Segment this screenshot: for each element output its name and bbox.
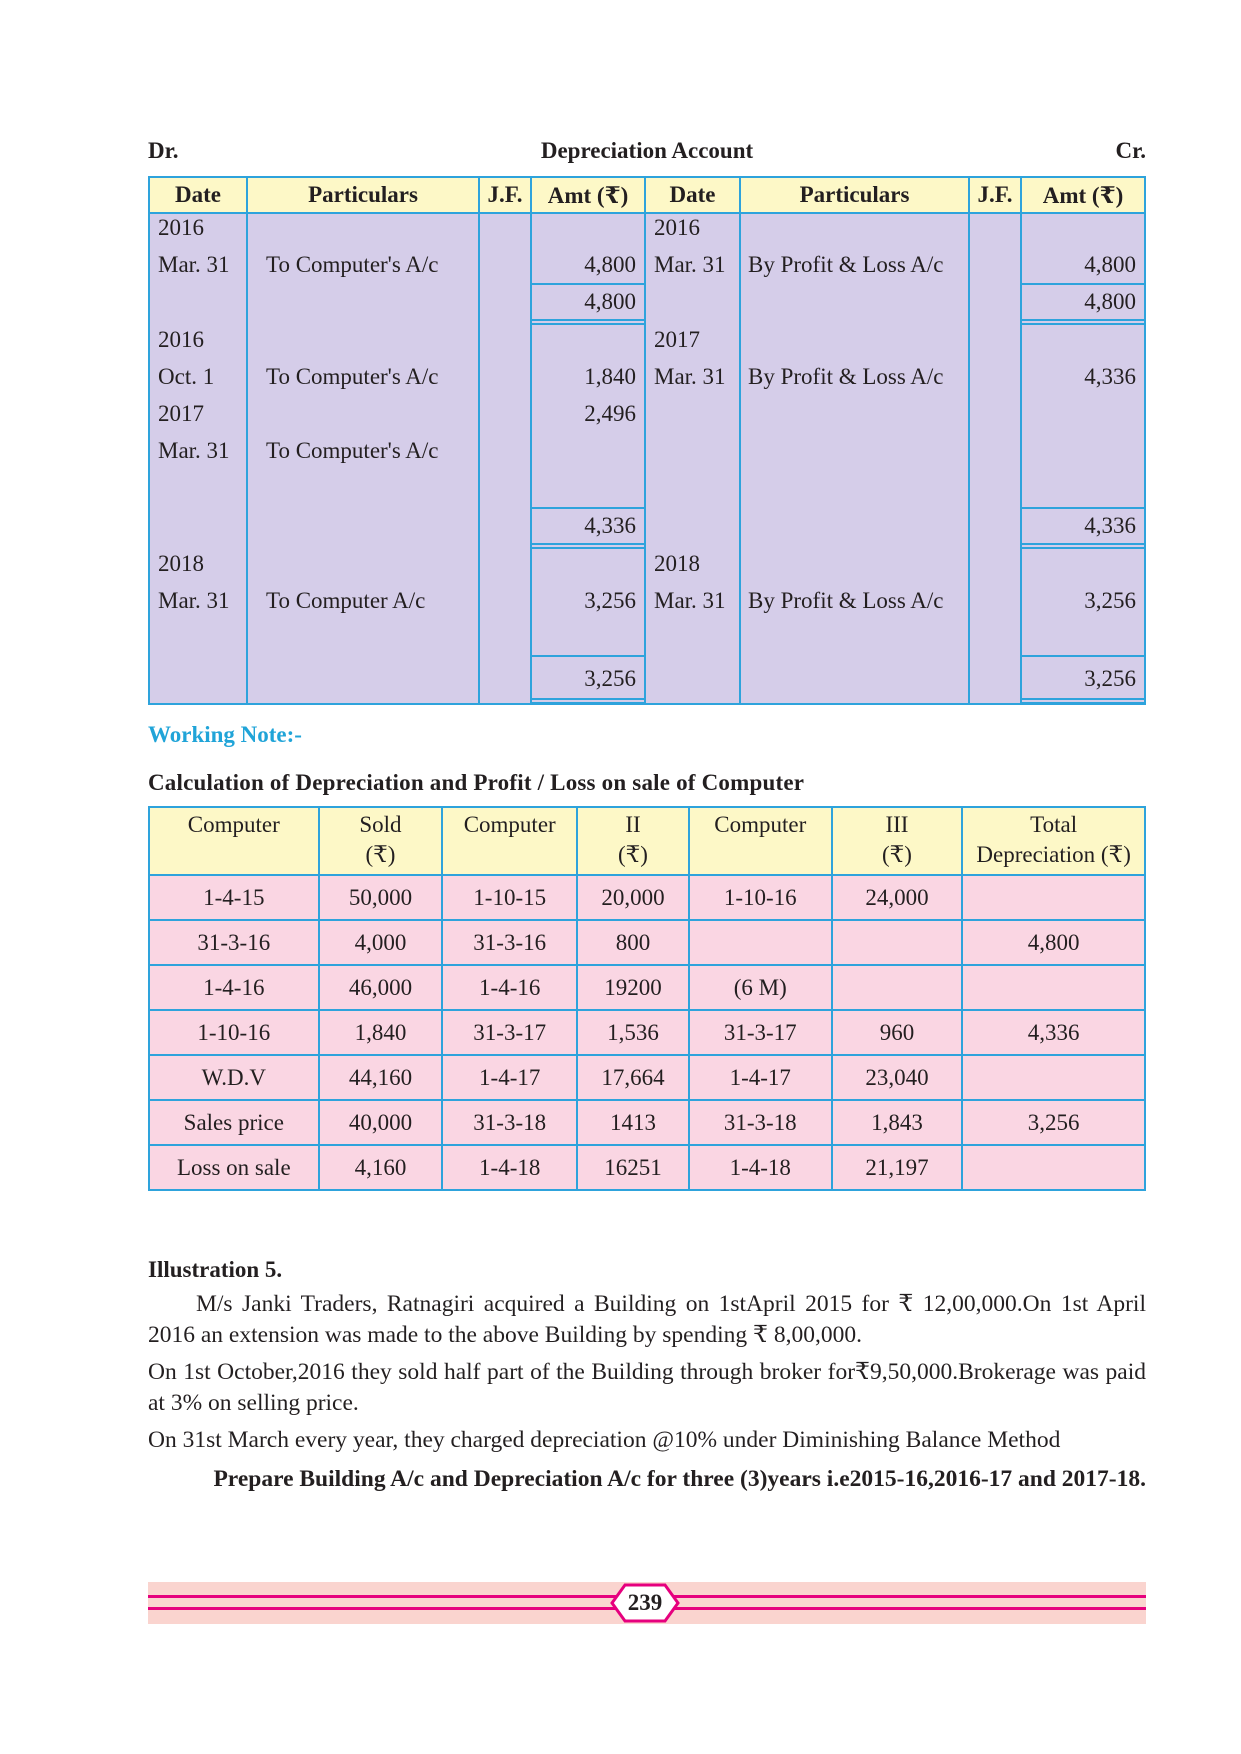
table-cell: 31-3-17 <box>689 1010 832 1055</box>
table-cell: 1-10-16 <box>689 875 832 920</box>
table-cell: 1-10-16 <box>149 1010 319 1055</box>
debit-total: 3,256 <box>584 666 636 691</box>
table-row <box>149 1010 1145 1055</box>
header-jf-dr: J.F. <box>487 182 523 207</box>
header-particulars-cr: Particulars <box>799 182 910 207</box>
total-line <box>532 547 644 549</box>
credit-particulars: By Profit & Loss A/c <box>748 588 944 613</box>
table-cell: 19200 <box>577 965 689 1010</box>
table-cell: 40,000 <box>319 1100 443 1145</box>
ledger-divider <box>246 178 248 703</box>
credit-date: Mar. 31 <box>654 588 726 613</box>
debit-date: 2016 <box>158 215 204 240</box>
total-line <box>532 698 644 700</box>
debit-total: 4,336 <box>584 513 636 538</box>
table-cell <box>962 965 1145 1010</box>
table-cell: 17,664 <box>577 1055 689 1100</box>
table-cell: 16251 <box>577 1145 689 1190</box>
debit-date: 2016 <box>158 327 204 352</box>
table-cell: Sales price <box>149 1100 319 1145</box>
calc-header-cell: II (₹) <box>577 807 689 875</box>
table-cell: 1,843 <box>832 1100 963 1145</box>
credit-amount: 4,800 <box>1084 252 1136 277</box>
table-cell: 1-4-17 <box>442 1055 577 1100</box>
table-cell: 20,000 <box>577 875 689 920</box>
debit-amount: 4,800 <box>584 252 636 277</box>
debit-date: 2018 <box>158 551 204 576</box>
table-row <box>149 920 1145 965</box>
table-cell: 1,840 <box>319 1010 443 1055</box>
header-date-cr: Date <box>669 182 716 207</box>
debit-particulars: To Computer's A/c <box>266 252 439 277</box>
depreciation-ledger <box>148 176 1146 705</box>
illustration-task: Prepare Building A/c and Depreciation A/c for three (3)years i.e2015-16,2016-17 and 2017-18. <box>213 1466 1146 1492</box>
table-cell: Loss on sale <box>149 1145 319 1190</box>
calculation-title: Calculation of Depreciation and Profit / Loss on sale of Computer <box>148 770 805 795</box>
table-cell: W.D.V <box>149 1055 319 1100</box>
ledger-heading <box>148 138 1146 172</box>
calc-header-cell: Computer <box>442 807 577 875</box>
table-cell: 3,256 <box>962 1100 1145 1145</box>
table-cell <box>962 1145 1145 1190</box>
table-cell: 31-3-18 <box>689 1100 832 1145</box>
table-cell: 23,040 <box>832 1055 963 1100</box>
calc-header-cell: Computer <box>149 807 319 875</box>
table-cell: 31-3-16 <box>149 920 319 965</box>
table-cell: 800 <box>577 920 689 965</box>
table-cell <box>832 920 963 965</box>
total-line <box>1022 507 1144 509</box>
table-cell: 1-4-17 <box>689 1055 832 1100</box>
table-cell: 4,000 <box>319 920 443 965</box>
illustration-paragraph: M/s Janki Traders, Ratnagiri acquired a Building on 1stApril 2015 for ₹ 12,00,000.On 1st April 2016 an extension was made to the above Building by spending ₹ 8,00,000. <box>148 1291 1146 1348</box>
table-row <box>149 875 1145 920</box>
table-cell: 1-4-18 <box>689 1145 832 1190</box>
table-row <box>149 1145 1145 1190</box>
table-row <box>149 965 1145 1010</box>
table-cell: 1-10-15 <box>442 875 577 920</box>
illustration-paragraph: On 31st March every year, they charged depreciation @10% under Diminishing Balance Method <box>148 1427 1061 1453</box>
header-particulars-dr: Particulars <box>308 182 418 207</box>
table-cell: 31-3-16 <box>442 920 577 965</box>
table-row <box>149 1055 1145 1100</box>
table-cell: 4,800 <box>962 920 1145 965</box>
table-cell: 1-4-16 <box>442 965 577 1010</box>
debit-amount: 3,256 <box>584 588 636 613</box>
illustration-paragraph: On 1st October,2016 they sold half part of the Building through broker for₹9,50,000.Brokerage was paid at 3% on selling price. <box>148 1359 1146 1416</box>
header-date-dr: Date <box>175 182 221 207</box>
debit-date: Mar. 31 <box>158 588 230 613</box>
table-cell: 24,000 <box>832 875 963 920</box>
table-cell: 31-3-18 <box>442 1100 577 1145</box>
total-line <box>1022 655 1144 657</box>
total-line <box>1022 698 1144 700</box>
table-cell: 960 <box>832 1010 963 1055</box>
total-line <box>532 283 644 285</box>
ledger-divider <box>739 178 741 703</box>
total-line <box>1022 547 1144 549</box>
table-cell: 46,000 <box>319 965 443 1010</box>
table-cell: 21,197 <box>832 1145 963 1190</box>
debit-date: Oct. 1 <box>158 364 215 389</box>
calc-header-cell: Computer <box>689 807 832 875</box>
calc-header-cell: Sold (₹) <box>319 807 443 875</box>
credit-particulars: By Profit & Loss A/c <box>748 364 944 389</box>
debit-label: Dr. <box>148 138 179 163</box>
total-line <box>532 543 644 545</box>
total-line <box>1022 543 1144 545</box>
calc-header-cell: Total Depreciation (₹) <box>962 807 1145 875</box>
debit-date: Mar. 31 <box>158 252 230 277</box>
credit-total: 4,336 <box>1084 513 1136 538</box>
table-cell <box>689 920 832 965</box>
total-line <box>1022 319 1144 321</box>
illustration-title: Illustration 5. <box>148 1257 283 1282</box>
credit-total: 3,256 <box>1084 666 1136 691</box>
table-cell: 4,336 <box>962 1010 1145 1055</box>
table-row <box>149 1100 1145 1145</box>
credit-date: 2018 <box>654 551 700 576</box>
ledger-title: Depreciation Account <box>540 138 754 163</box>
debit-total: 4,800 <box>584 289 636 314</box>
table-cell: (6 M) <box>689 965 832 1010</box>
table-cell: 1,536 <box>577 1010 689 1055</box>
debit-date: 2017 <box>158 401 204 426</box>
calc-header-cell: III (₹) <box>832 807 963 875</box>
credit-date: 2017 <box>654 327 700 352</box>
debit-particulars: To Computer's A/c <box>266 364 439 389</box>
table-cell: 1-4-16 <box>149 965 319 1010</box>
page-number: 239 <box>627 1590 663 1615</box>
table-cell: 1413 <box>577 1100 689 1145</box>
credit-amount: 3,256 <box>1084 588 1136 613</box>
depreciation-calculation-table <box>148 806 1146 1191</box>
table-cell <box>832 965 963 1010</box>
header-jf-cr: J.F. <box>977 182 1013 207</box>
total-line <box>1022 323 1144 325</box>
page-number-badge <box>609 1583 681 1623</box>
table-cell <box>962 1055 1145 1100</box>
debit-date: Mar. 31 <box>158 438 230 463</box>
credit-amount: 4,336 <box>1084 364 1136 389</box>
credit-date: Mar. 31 <box>654 364 726 389</box>
debit-amount: 2,496 <box>584 401 636 426</box>
credit-date: 2016 <box>654 215 700 240</box>
working-note-heading: Working Note:- <box>148 722 302 747</box>
header-amount-dr: Amt (₹) <box>547 183 629 208</box>
total-line <box>532 655 644 657</box>
debit-amount: 1,840 <box>584 364 636 389</box>
total-line <box>532 702 644 704</box>
table-cell: 4,160 <box>319 1145 443 1190</box>
debit-particulars: To Computer A/c <box>266 588 426 613</box>
total-line <box>1022 283 1144 285</box>
table-cell: 1-4-15 <box>149 875 319 920</box>
table-cell: 50,000 <box>319 875 443 920</box>
debit-particulars: To Computer's A/c <box>266 438 439 463</box>
total-line <box>532 319 644 321</box>
table-cell: 1-4-18 <box>442 1145 577 1190</box>
table-cell: 44,160 <box>319 1055 443 1100</box>
credit-label: Cr. <box>1115 138 1146 163</box>
table-cell: 31-3-17 <box>442 1010 577 1055</box>
ledger-divider <box>644 178 646 703</box>
credit-date: Mar. 31 <box>654 252 726 277</box>
total-line <box>532 507 644 509</box>
table-cell <box>962 875 1145 920</box>
calc-header-row <box>149 807 1145 875</box>
total-line <box>1022 702 1144 704</box>
credit-particulars: By Profit & Loss A/c <box>748 252 944 277</box>
credit-total: 4,800 <box>1084 289 1136 314</box>
ledger-divider <box>968 178 970 703</box>
ledger-divider <box>478 178 480 703</box>
header-amount-cr: Amt (₹) <box>1042 183 1124 208</box>
total-line <box>532 323 644 325</box>
